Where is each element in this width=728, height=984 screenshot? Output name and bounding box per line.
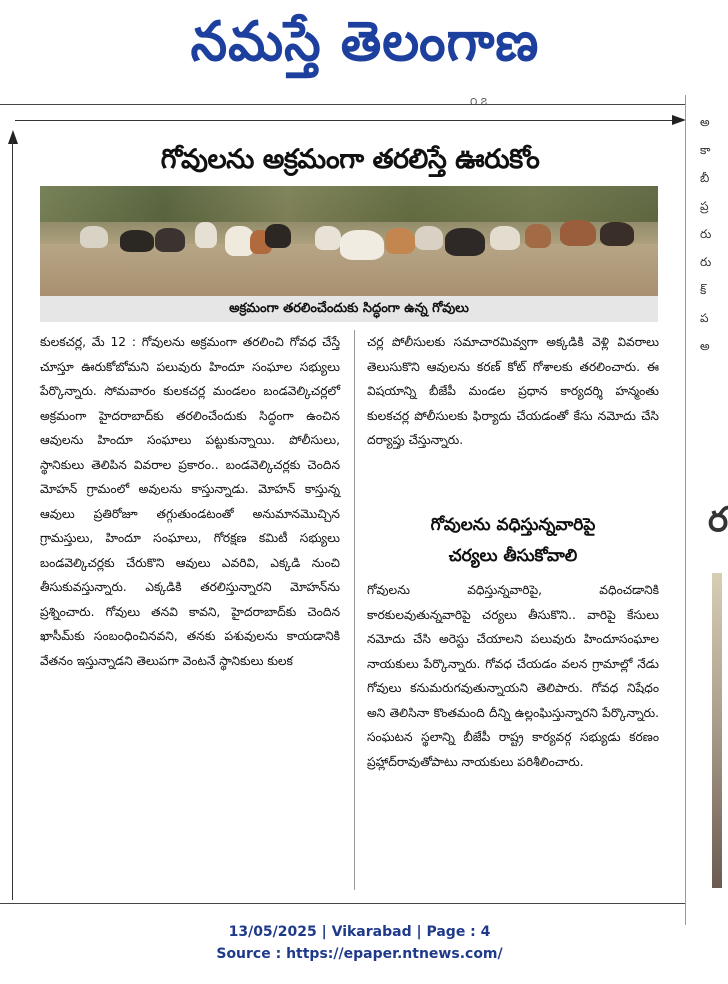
cow-figure xyxy=(525,224,551,248)
article-headline: గోవులను అక్రమంగా తరలిస్తే ఊరుకోం xyxy=(160,144,540,175)
column-divider xyxy=(354,330,355,890)
subheading-line-2: చర్యలు తీసుకోవాలి xyxy=(448,546,578,566)
adjacent-text-fragment: బీ xyxy=(700,171,710,185)
footer-source-link[interactable]: Source : https://epaper.ntnews.com/ xyxy=(216,946,503,962)
article-column-2: చర్ల పోలీసులకు సమాచారమివ్వగా అక్కడికి వెళ్లి వివరాలు తెలుసుకొని ఆవులను కరణ్ కోట్ గోశాలకు తరలించారు. ఈ విషయాన్ని బీజేపీ మండల ప్రధాన కార్యదర్శి హన్మంతు కులకచర్ల పోలీసులకు ఫిర్యాదు చేయడంతో కేసు నమోదు చేసి దర్యాప్తు చేస్తున్నారు. xyxy=(367,335,659,447)
adjacent-text-fragment: ప్ర xyxy=(700,199,709,213)
adjacent-text-fragment: రు xyxy=(700,227,712,241)
adjacent-headline-fragment: ర xyxy=(708,500,728,540)
photo-caption: అక్రమంగా తరలించేందుకు సిద్ధంగా ఉన్న గోవులు xyxy=(40,296,658,322)
article-column-1: కులకచర్ల, మే 12 : గోవులను అక్రమంగా తరలించి గోవధ చేస్తే చూస్తూ ఊరుకోబోమని పలువురు హిందూ సంఘాల సభ్యులు పేర్కొన్నారు. సోమవారం కులకచర్ల మండలం బండవెల్కిచర్లలో అక్రమంగా హైదరాబాద్‌కు తరలించేందుకు సిద్ధంగా ఉంచిన ఆవులను హిందూ సంఘాలు పట్టుకున్నాయి. పోలీసులు, స్థానికులు తెలిపిన వివరాల ప్రకారం.. బండవెల్కిచర్లకు చెందిన మోహన్ గ్రామంలో అవులను కాస్తున్నాడు. మోహన్ కాస్తున్న ఆవులు ప్రతిరోజూ తగ్గుతుండటంతో అనుమానమొచ్చిన గ్రామస్తులు, హిందూ సంఘాలు, గోరక్షణ కమిటీ సభ్యులు బండవెల్కిచర్లకు చేరుకొని ఆవులు ఎవరివి, ఎక్కడి నుంచి తీసుకువస్తున్నారు. ఎక్కడికి తరలిస్తున్నారని మోహన్‌ను ప్రశ్నించారు. గోవులు తనవి కావని, హైదరాబాద్‌కు చెందిన ఖాసీమ్‌కు సంబంధించినవని, తనకు పశువులను కాయడానికి వేతనం ఇస్తున్నాడని తెలుపగా వెంటనే స్థానికులు కులక xyxy=(40,335,340,668)
article-column-3: గోవులను వధిస్తున్నవారిపై, వధించడానికి కారకులవుతున్నవారిపై చర్యలు తీసుకొని.. వారిపై కేసులు నమోదు చేసి అరెస్టు చేయాలని పలువురు హిందూసంఘాల నాయకులు పేర్కొన్నారు. గోవధ చేయడం వలన గ్రామాల్లో నేడు గోవులు కనుమరుగవుతున్నాయని తెలిపారు. గోవధ నిషేధం అని తెలిసినా కొంతమంది దీన్ని ఉల్లంఘిస్తున్నారని పేర్కొన్నారు. సంఘటన స్థలాన్ని బీజేపీ రాష్ట్ర కార్యవర్గ సభ్యుడు కరణం ప్రహ్లాద్‌రావుతోపాటు నాయకులు పరిశీలించారు. xyxy=(367,583,659,769)
cow-figure xyxy=(490,226,520,250)
cow-figure xyxy=(155,228,185,252)
clip-border-top xyxy=(0,104,685,105)
adjacent-article-strip xyxy=(685,95,728,925)
adjacent-text-fragment: అ xyxy=(700,339,710,353)
clip-width-marker-line xyxy=(15,120,673,121)
cow-figure xyxy=(415,226,443,250)
cow-figure xyxy=(340,230,384,260)
clip-border-bottom xyxy=(0,903,685,904)
footer-date-edition: 13/05/2025 | Vikarabad | Page : 4 xyxy=(228,924,491,940)
cow-figure xyxy=(80,226,108,248)
subheading-line-1: గోవులను వధిస్తున్నవారిపై xyxy=(430,515,596,535)
cow-figure xyxy=(560,220,596,246)
cow-figure xyxy=(265,224,291,248)
adjacent-text-fragment: రు xyxy=(700,255,712,269)
masthead xyxy=(0,0,719,95)
arrow-right-icon xyxy=(672,115,686,125)
photo-treeline xyxy=(40,186,658,222)
cow-figure xyxy=(120,230,154,252)
newspaper-title: నమస్తే తెలంగాణ xyxy=(190,10,540,74)
cow-figure xyxy=(195,222,217,248)
arrow-up-icon xyxy=(8,130,18,144)
adjacent-text-fragment: ప xyxy=(700,311,709,325)
adjacent-photo-fragment xyxy=(712,573,722,888)
cow-figure xyxy=(600,222,634,246)
clip-height-marker-line xyxy=(12,140,13,900)
adjacent-text-fragment: క్ xyxy=(700,283,707,297)
cow-figure xyxy=(315,226,341,250)
adjacent-text-fragment: కా xyxy=(700,143,711,157)
adjacent-text-fragment: అ xyxy=(700,115,710,129)
article-photo-cows xyxy=(40,186,658,296)
cow-figure xyxy=(385,228,415,254)
clip-top-fragment: ౧ ౭ xyxy=(470,95,488,108)
cow-figure xyxy=(445,228,485,256)
